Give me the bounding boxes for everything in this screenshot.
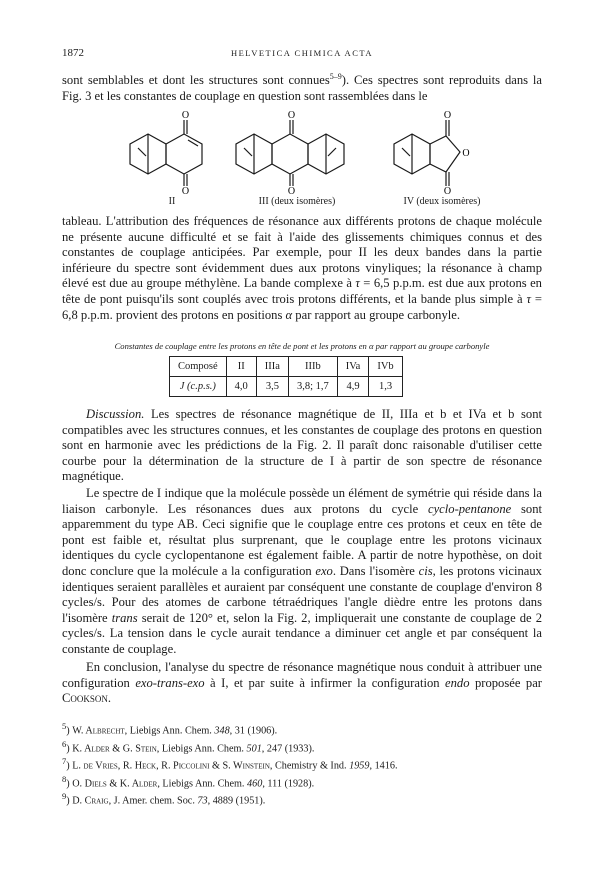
footnote-volume: 460	[247, 778, 263, 790]
footnote: $^5$) W. Albrecht, Liebigs Ann. Chem. 348, 31 (1906).	[62, 721, 278, 737]
italic-term: cyclo-pentanone	[428, 501, 512, 516]
text-run: = 6,8 p.p.m. provient des protons en positions	[62, 291, 542, 322]
text-run: Le spectre de I indique que la molécule possède un élément de symétrie qui réside dans la liaison carbonyle. Les résonances dues aux protons du cycle	[62, 486, 542, 516]
central-ring	[272, 134, 308, 174]
discussion-heading: Discussion.	[86, 407, 145, 421]
footnote-volume: 348	[214, 725, 230, 737]
footnote: $^7$) L. de Vries, R. Heck, R. Piccolini & S. Winstein, Chemistry & Ind. 1959, 1416.	[62, 756, 398, 772]
quinone-ring	[166, 134, 202, 174]
italic-term: exo	[315, 563, 333, 578]
table-header-cell: IIIb	[288, 357, 337, 377]
footnote-number: 8	[62, 773, 67, 784]
paragraph-intro	[62, 69, 542, 104]
text-run: = 6,5 p.p.m. est due aux protons en tête de pont puisqu'ils sont couplés avec trois protons différents, et la bande plus simple à	[62, 276, 542, 306]
footnote-volume: 501	[246, 742, 262, 754]
table-cell: 3,5	[256, 377, 288, 397]
oxygen-atom-label: O	[181, 186, 190, 194]
paragraph-assignment	[62, 214, 542, 323]
tau-symbol: τ	[355, 276, 360, 291]
footnote-text: , 247 (1933).	[261, 742, 315, 754]
footnote-number: 6	[62, 738, 67, 749]
italic-term: cis	[418, 563, 433, 578]
table-cell: 4,0	[226, 377, 256, 397]
text-run: . Dans l'isomère	[332, 563, 419, 578]
text-run: ). Ces spectres sont reproduits dans la Fig. 3 et les constantes de couplage en question sont rassemblées dans le	[62, 73, 542, 103]
footnote-authors: W. Albrecht	[72, 725, 125, 737]
oxygen-atom-label: O	[287, 186, 296, 194]
table-row	[170, 377, 403, 397]
oxygen-atom-label: O	[181, 110, 190, 121]
italic-term: trans	[111, 610, 138, 625]
paragraph-discussion	[62, 407, 542, 485]
alpha-symbol: α	[285, 307, 293, 322]
text-run: proposée par	[469, 675, 542, 690]
structure-iii	[232, 110, 362, 207]
table-header-cell: IVa	[337, 357, 369, 377]
italic-term: exo-trans-exo	[135, 675, 205, 690]
footnote: $^9$) D. Craig, J. Amer. chem. Soc. 73, 4889 (1951).	[62, 791, 266, 807]
paragraph-conclusion	[62, 660, 542, 707]
oxygen-atom-label: O	[462, 148, 470, 159]
text-run: serait de 120° et, selon la Fig. 2, impliquerait une constante de couplage de 2 cycles/s. La tension dans le cycle aurait tendance a diminuer cet angle et par conséquent la constante de couplage.	[62, 610, 542, 656]
footnote-text: , Liebigs Ann. Chem.	[156, 742, 247, 754]
footnote: $^8$) O. Diels & K. Alder, Liebigs Ann. Chem. 460, 111 (1928).	[62, 773, 315, 790]
text-run: à I, et par suite à infirmer la configuration	[204, 675, 446, 690]
table-header-cell: Composé	[170, 357, 227, 377]
structure-iv	[382, 110, 502, 207]
structure-ii-drawing	[122, 110, 222, 194]
structure-iv-drawing	[382, 110, 502, 194]
footnote-volume: 1959	[349, 760, 370, 772]
footnote-text: , 1416.	[369, 760, 398, 772]
table-cell: 3,8; 1,7	[288, 377, 337, 397]
structure-iii-drawing	[232, 110, 362, 194]
paragraph-spectrum	[62, 486, 542, 658]
bridge-bond	[402, 148, 410, 156]
footnote-text: , 31 (1906).	[229, 725, 278, 737]
footnotes	[62, 720, 542, 808]
footnote-authors: L. de Vries, R. Heck, R. Piccolini & S. Winstein	[72, 760, 270, 772]
footnote-authors: K. Alder & G. Stein	[72, 742, 157, 754]
footnote-number: 7	[62, 756, 67, 767]
table-caption: Constantes de couplage entre les protons en tête de pont et les protons en α par rapport au groupe carbonyle	[114, 341, 490, 351]
footnote-text: , J. Amer. chem. Soc.	[108, 795, 198, 807]
text-run: Les spectres de résonance magnétique de II, IIIa et b et IVa et b sont compatibles avec les structures connues, et les constantes de couplage des protons en question sont en harmonie avec les prédictions de la Fig. 2. Il paraît donc raisonable d'utiliser cette courbe pour la détermination de la structure de I à partir de son spectre de résonance magnétique.	[62, 407, 542, 484]
footnote-number: 5	[62, 721, 67, 731]
footnote-text: , Chemistry & Ind.	[269, 760, 350, 772]
structure-figures	[62, 110, 542, 212]
table-header-row	[170, 357, 403, 377]
text-run: sont semblables et dont les structures sont connues	[62, 73, 330, 88]
oxygen-atom-label: O	[443, 186, 452, 194]
bridge-bond	[328, 148, 336, 156]
oxygen-atom-label: O	[443, 110, 452, 121]
anhydride-ring	[430, 136, 460, 172]
bridge-bond	[138, 148, 146, 156]
text-run: par rapport au groupe carbonyle.	[292, 307, 461, 322]
text-run: .	[107, 691, 112, 706]
reference-superscript: 5–9	[329, 72, 342, 81]
structure-label: IV (deux isomères)	[403, 196, 481, 207]
coupling-constants-table	[169, 356, 403, 397]
table-cell: 1,3	[369, 377, 402, 397]
table-header-cell: II	[226, 357, 256, 377]
running-head	[62, 47, 542, 61]
footnote-text: , Liebigs Ann. Chem.	[157, 778, 248, 790]
footnote-number: 9	[62, 791, 67, 802]
footnote-text: , 111 (1928).	[262, 778, 315, 790]
text-run: , les protons vicinaux identiques seraient parallèles et auraient par conséquent une constante de couplage d'environ 8 cycles/s. Pour des atomes de carbone tétraédriques l'angle dièdre entre les protons dans l'isomère	[62, 563, 542, 625]
bridge-bond	[244, 148, 252, 156]
structure-label: II	[168, 196, 176, 207]
tau-symbol: τ	[526, 291, 532, 306]
structure-label: III (deux isomères)	[258, 196, 336, 207]
oxygen-atom-label: O	[287, 110, 296, 121]
footnote-text: , 4889 (1951).	[207, 795, 266, 807]
text-run: sont apparemment du type AB. Ceci signifie que le couplage entre ces protons et ceux en tête de pont est faible et, résultat plus surprenant, que le couplage entre les protons vicinaux identiques du cycle cyclopentanone est également faible. A partir de notre hypothèse, on doit donc conclure que la molécule a la configuration	[62, 501, 542, 578]
journal-title: HELVETICA CHIMICA ACTA	[230, 48, 374, 58]
text-run: tableau. L'attribution des fréquences de résonance aux différents protons de chaque molécule ne présente aucune difficulté et se fait à l'aide des glissements chimiques connus et des constantes de couplage anticipées. Par exemple, pour II les deux bandes dans la partie inférieure du spectre sont évidemment dues aux protons vinyliques; la résonance à champ élevé est due au groupe méthylène. La bande complexe à	[62, 214, 542, 291]
footnote-volume: 73	[197, 795, 208, 807]
table-header-cell: IVb	[369, 357, 402, 377]
footnote-authors: D. Craig	[72, 795, 109, 807]
footnote-authors: O. Diels & K. Alder	[72, 778, 158, 790]
author-name: Cookson	[62, 691, 108, 706]
table-header-cell: IIIa	[256, 357, 288, 377]
table-cell: J (c.p.s.)	[170, 377, 227, 397]
structure-ii	[122, 110, 222, 207]
text-run: En conclusion, l'analyse du spectre de résonance magnétique nous conduit à attribuer une configuration	[62, 660, 542, 690]
footnote: $^6$) K. Alder & G. Stein, Liebigs Ann. Chem. 501, 247 (1933).	[62, 738, 315, 754]
italic-term: endo	[445, 675, 470, 690]
footnote-text: , Liebigs Ann. Chem.	[124, 725, 215, 737]
table-cell: 4,9	[337, 377, 369, 397]
page-number: 1872	[62, 47, 84, 59]
